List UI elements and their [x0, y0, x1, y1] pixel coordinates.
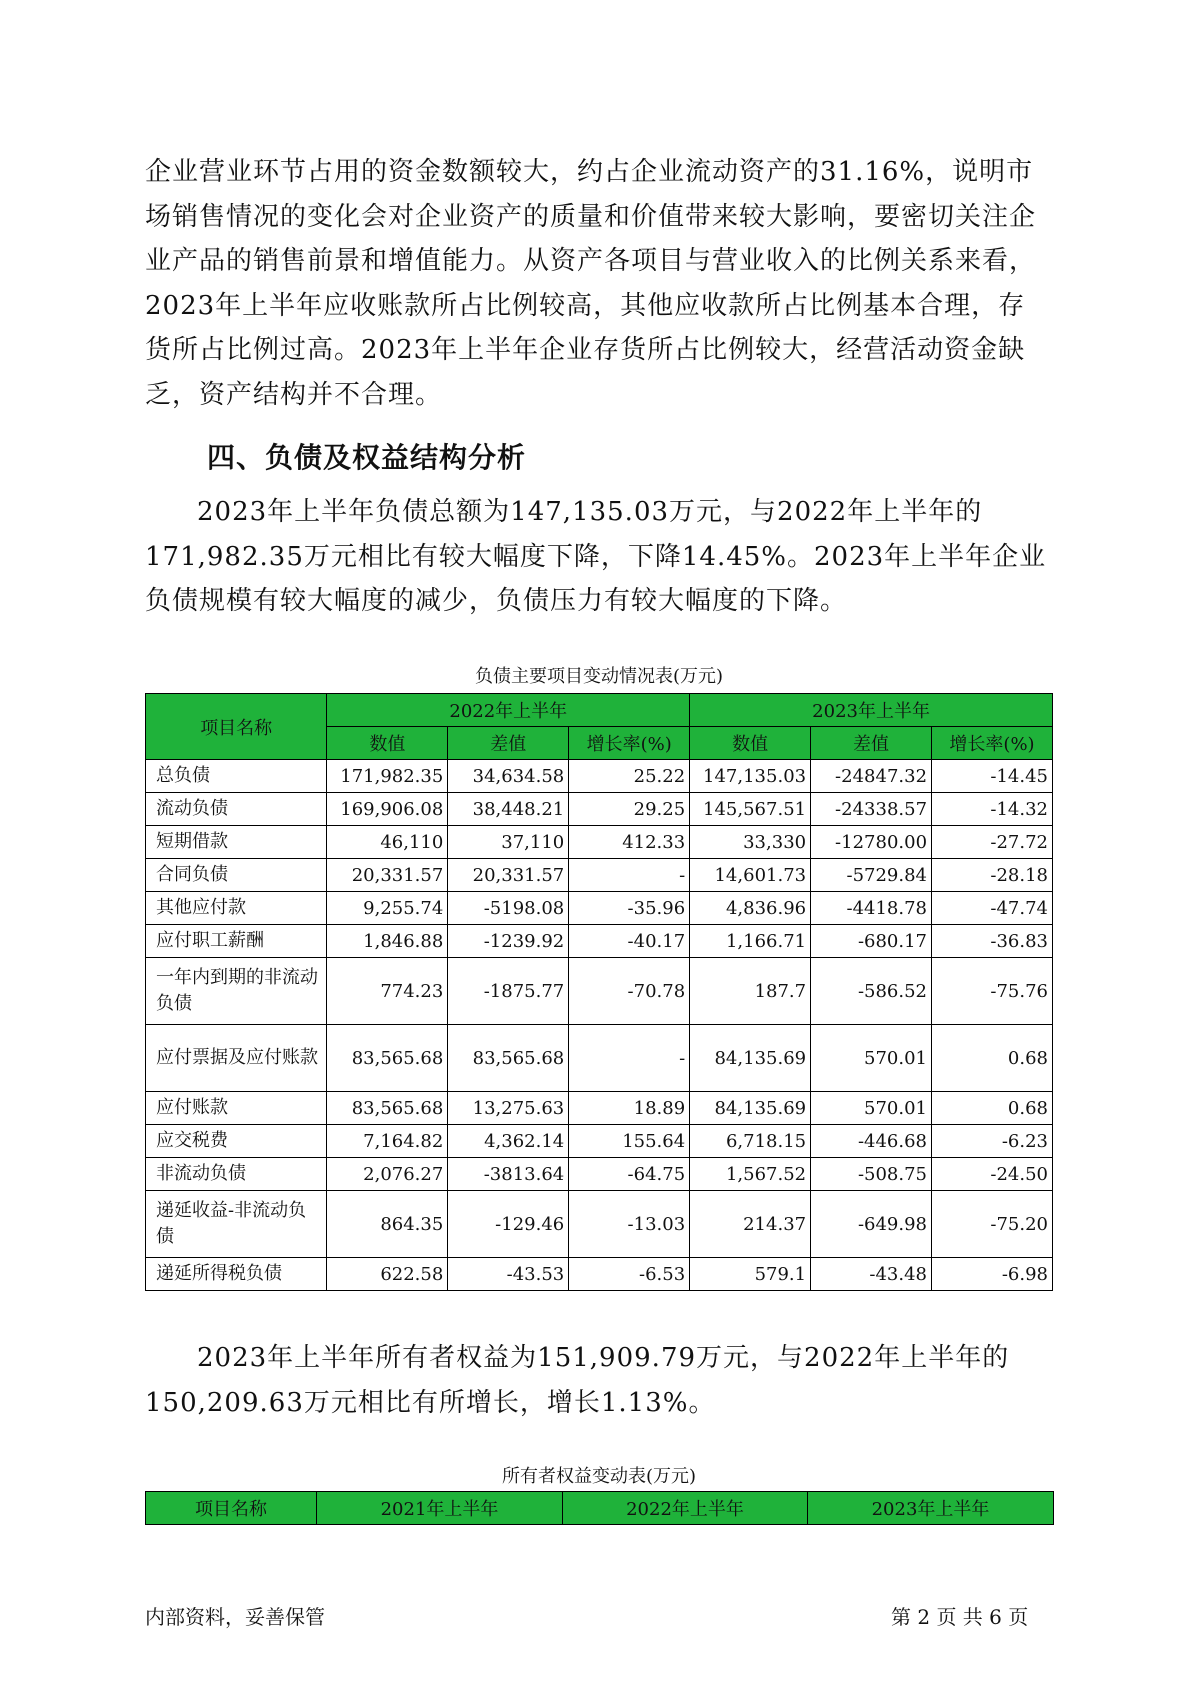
table-cell: -5198.08 [448, 892, 569, 925]
table-cell: -680.17 [811, 925, 932, 958]
table-cell: -586.52 [811, 958, 932, 1025]
table-cell: 25.22 [569, 760, 690, 793]
table-row [146, 892, 1053, 925]
table-cell: 37,110 [448, 826, 569, 859]
header-2023: 2023年上半年 [808, 1492, 1054, 1525]
table-cell: 1,846.88 [327, 925, 448, 958]
subheader-diff: 差值 [448, 727, 569, 760]
subheader-diff: 差值 [811, 727, 932, 760]
table-cell: 9,255.74 [327, 892, 448, 925]
table-row [146, 925, 1053, 958]
table-cell: 570.01 [811, 1092, 932, 1125]
table-row [146, 826, 1053, 859]
header-2022: 2022年上半年 [563, 1492, 808, 1525]
table-row [146, 793, 1053, 826]
table-cell: -6.53 [569, 1258, 690, 1291]
table-cell: 1,166.71 [690, 925, 811, 958]
table-cell: -43.48 [811, 1258, 932, 1291]
row-item-name: 应交税费 [146, 1125, 327, 1158]
table-cell: 84,135.69 [690, 1025, 811, 1092]
table-cell: -649.98 [811, 1191, 932, 1258]
row-item-name: 合同负债 [146, 859, 327, 892]
subheader-value: 数值 [327, 727, 448, 760]
paragraph-liabilities: 2023年上半年负债总额为147,135.03万元，与2022年上半年的171,982.35万元相比有较大幅度下降，下降14.45%。2023年上半年企业负债规模有较大幅度的减少，负债压力有较大幅度的下降。 [145, 497, 1047, 616]
row-item-name: 流动负债 [146, 793, 327, 826]
table-cell: -28.18 [932, 859, 1053, 892]
table-cell: 33,330 [690, 826, 811, 859]
table-cell: -43.53 [448, 1258, 569, 1291]
table-cell: -1875.77 [448, 958, 569, 1025]
table-cell: -75.20 [932, 1191, 1053, 1258]
table-cell: -3813.64 [448, 1158, 569, 1191]
table-cell: -35.96 [569, 892, 690, 925]
table-cell: 147,135.03 [690, 760, 811, 793]
table-cell: -47.74 [932, 892, 1053, 925]
table-cell: 0.68 [932, 1092, 1053, 1125]
table-cell: 412.33 [569, 826, 690, 859]
equity-table [145, 1491, 1054, 1525]
table-cell: 622.58 [327, 1258, 448, 1291]
row-item-name: 短期借款 [146, 826, 327, 859]
table-cell: 20,331.57 [448, 859, 569, 892]
header-2021: 2021年上半年 [317, 1492, 563, 1525]
table-cell: 14,601.73 [690, 859, 811, 892]
table-cell: -4418.78 [811, 892, 932, 925]
table-cell: 2,076.27 [327, 1158, 448, 1191]
table-cell: 18.89 [569, 1092, 690, 1125]
subheader-growth: 增长率(%) [932, 727, 1053, 760]
table-cell: 7,164.82 [327, 1125, 448, 1158]
header-period-2022: 2022年上半年 [327, 694, 690, 727]
paragraph-equity: 2023年上半年所有者权益为151,909.79万元，与2022年上半年的150,209.63万元相比有所增长，增长1.13%。 [145, 1343, 1010, 1418]
header-period-2023: 2023年上半年 [690, 694, 1053, 727]
liabilities-table [145, 693, 1053, 1291]
section-heading: 四、负债及权益结构分析 [207, 441, 527, 474]
table-row [146, 760, 1053, 793]
table-cell: -14.32 [932, 793, 1053, 826]
table-cell: 83,565.68 [448, 1025, 569, 1092]
table-cell: 169,906.08 [327, 793, 448, 826]
table-cell: -6.98 [932, 1258, 1053, 1291]
table-cell: 83,565.68 [327, 1025, 448, 1092]
table-cell: 83,565.68 [327, 1092, 448, 1125]
row-item-name: 一年内到期的非流动负债 [146, 958, 327, 1025]
table2-caption: 所有者权益变动表(万元) [501, 1466, 697, 1487]
table-cell: 29.25 [569, 793, 690, 826]
table-cell: 13,275.63 [448, 1092, 569, 1125]
table-cell: -40.17 [569, 925, 690, 958]
table-cell: 187.7 [690, 958, 811, 1025]
row-item-name: 递延收益-非流动负债 [146, 1191, 327, 1258]
table-cell: 34,634.58 [448, 760, 569, 793]
table-cell: -70.78 [569, 958, 690, 1025]
row-item-name: 应付职工薪酬 [146, 925, 327, 958]
table-cell: -5729.84 [811, 859, 932, 892]
table-cell: 145,567.51 [690, 793, 811, 826]
table-cell: -129.46 [448, 1191, 569, 1258]
table-row [146, 859, 1053, 892]
table-cell: 4,836.96 [690, 892, 811, 925]
table-cell: -24.50 [932, 1158, 1053, 1191]
table-row [146, 1025, 1053, 1092]
table-cell: -24847.32 [811, 760, 932, 793]
row-item-name: 递延所得税负债 [146, 1258, 327, 1291]
table-cell: 570.01 [811, 1025, 932, 1092]
row-item-name: 总负债 [146, 760, 327, 793]
subheader-value: 数值 [690, 727, 811, 760]
table-row [146, 1191, 1053, 1258]
table-cell: 20,331.57 [327, 859, 448, 892]
table-cell: -36.83 [932, 925, 1053, 958]
table-cell: 46,110 [327, 826, 448, 859]
footer-confidential: 内部资料，妥善保管 [145, 1605, 325, 1629]
table-cell: 579.1 [690, 1258, 811, 1291]
table-cell: -6.23 [932, 1125, 1053, 1158]
table-cell: -446.68 [811, 1125, 932, 1158]
table-row [146, 958, 1053, 1025]
table-cell: 4,362.14 [448, 1125, 569, 1158]
table-cell: -14.45 [932, 760, 1053, 793]
table-cell: 1,567.52 [690, 1158, 811, 1191]
table-cell: 774.23 [327, 958, 448, 1025]
table-cell: -24338.57 [811, 793, 932, 826]
table-row [146, 1158, 1053, 1191]
table-row [146, 1125, 1053, 1158]
table-cell: 6,718.15 [690, 1125, 811, 1158]
row-item-name: 其他应付款 [146, 892, 327, 925]
table-cell: -27.72 [932, 826, 1053, 859]
table-cell: 155.64 [569, 1125, 690, 1158]
row-item-name: 非流动负债 [146, 1158, 327, 1191]
table-cell: 214.37 [690, 1191, 811, 1258]
table-cell: -64.75 [569, 1158, 690, 1191]
row-item-name: 应付票据及应付账款 [146, 1025, 327, 1092]
table-cell: -13.03 [569, 1191, 690, 1258]
table-cell: -75.76 [932, 958, 1053, 1025]
header-item-name: 项目名称 [146, 1492, 317, 1525]
table-cell: 171,982.35 [327, 760, 448, 793]
table-cell: 0.68 [932, 1025, 1053, 1092]
table-cell: -508.75 [811, 1158, 932, 1191]
table1-caption: 负债主要项目变动情况表(万元) [474, 666, 724, 687]
table-cell: -12780.00 [811, 826, 932, 859]
table-cell: - [569, 1025, 690, 1092]
paragraph-asset-structure: 企业营业环节占用的资金数额较大，约占企业流动资产的31.16%，说明市场销售情况的变化会对企业资产的质量和价值带来较大影响，要密切关注企业产品的销售前景和增值能力。从资产各项目与营业收入的比例关系来看，2023年上半年应收账款所占比例较高，其他应收款所占比例基本合理，存货所占比例过高。2023年上半年企业存货所占比例较大，经营活动资金缺乏，资产结构并不合理。 [145, 157, 1037, 410]
subheader-growth: 增长率(%) [569, 727, 690, 760]
table-cell: -1239.92 [448, 925, 569, 958]
table-row [146, 1092, 1053, 1125]
table-cell: 38,448.21 [448, 793, 569, 826]
table-cell: 864.35 [327, 1191, 448, 1258]
header-item-name: 项目名称 [146, 694, 327, 760]
table-cell: 84,135.69 [690, 1092, 811, 1125]
table-cell: - [569, 859, 690, 892]
row-item-name: 应付账款 [146, 1092, 327, 1125]
table-row [146, 1258, 1053, 1291]
footer-page-number: 第 2 页 共 6 页 [891, 1605, 1029, 1629]
